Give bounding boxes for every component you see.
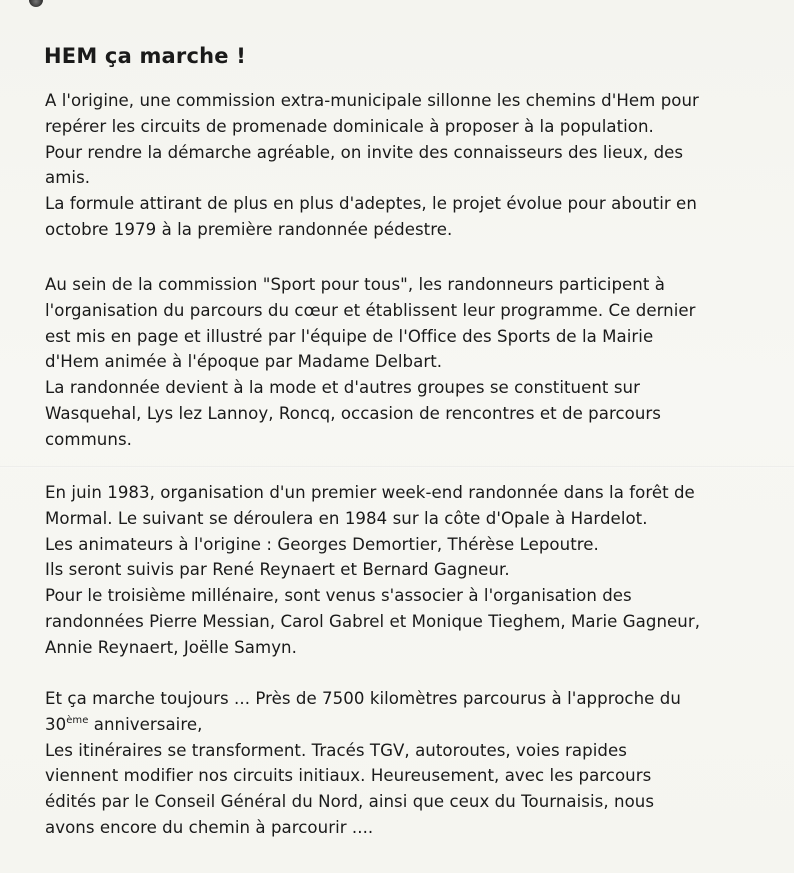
text-line: Pour le troisième millénaire, sont venus s'associer à l'organisation des (45, 586, 632, 606)
page-title: HEM ça marche ! (44, 44, 246, 68)
text-line: d'Hem animée à l'époque par Madame Delbart. (45, 352, 443, 372)
text-line: l'organisation du parcours du cœur et établissent leur programme. Ce dernier (45, 300, 696, 320)
text-line: Pour rendre la démarche agréable, on invite des connaisseurs des lieux, des (45, 142, 684, 162)
text-line: Mormal. Le suivant se déroulera en 1984 sur la côte d'Opale à Hardelot. (45, 508, 648, 528)
text-line: La formule attirant de plus en plus d'adeptes, le projet évolue pour aboutir en (45, 194, 697, 214)
text-line: Wasquehal, Lys lez Lannoy, Roncq, occasion de rencontres et de parcours (45, 403, 661, 423)
text-line: Les animateurs à l'origine : Georges Demortier, Thérèse Lepoutre. (45, 534, 599, 554)
paragraph-today (45, 686, 681, 841)
text-line: amis. (45, 168, 91, 188)
text-line: Au sein de la commission "Sport pour tous", les randonneurs participent à (45, 275, 665, 294)
text-line: viennent modifier nos circuits initiaux. Heureusement, avec les parcours (45, 766, 652, 786)
text-line: En juin 1983, organisation d'un premier week-end randonnée dans la forêt de (45, 483, 695, 502)
text-line-anniversary (45, 712, 681, 738)
paper-fold (0, 466, 794, 468)
ordinal-number: 30 (45, 714, 67, 734)
text-line: Les itinéraires se transforment. Tracés TGV, autoroutes, voies rapides (45, 740, 627, 760)
ordinal-superscript: ème (66, 714, 89, 726)
paragraph-commission (45, 272, 696, 453)
text-line: avons encore du chemin à parcourir .... (45, 817, 374, 837)
paragraph-origins (45, 88, 699, 243)
text-line: octobre 1979 à la première randonnée pédestre. (45, 219, 453, 239)
text-line: Et ça marche toujours ... Près de 7500 kilomètres parcourus à l'approche du (45, 689, 681, 708)
text-line: communs. (45, 429, 132, 449)
text-line: Ils seront suivis par René Reynaert et Bernard Gagneur. (45, 560, 510, 580)
anniversary-text: anniversaire, (88, 714, 203, 734)
text-line: repérer les circuits de promenade dominicale à proposer à la population. (45, 116, 654, 136)
pushpin-icon (29, 0, 43, 7)
text-line: Annie Reynaert, Joëlle Samyn. (45, 637, 297, 657)
text-line: A l'origine, une commission extra-municipale sillonne les chemins d'Hem pour (45, 91, 699, 110)
text-line: est mis en page et illustré par l'équipe de l'Office des Sports de la Mairie (45, 326, 654, 346)
text-line: La randonnée devient à la mode et d'autres groupes se constituent sur (45, 378, 640, 398)
text-line: randonnées Pierre Messian, Carol Gabrel et Monique Tieghem, Marie Gagneur, (45, 611, 701, 631)
paragraph-weekend (45, 480, 700, 661)
text-line: édités par le Conseil Général du Nord, ainsi que ceux du Tournaisis, nous (45, 792, 655, 812)
